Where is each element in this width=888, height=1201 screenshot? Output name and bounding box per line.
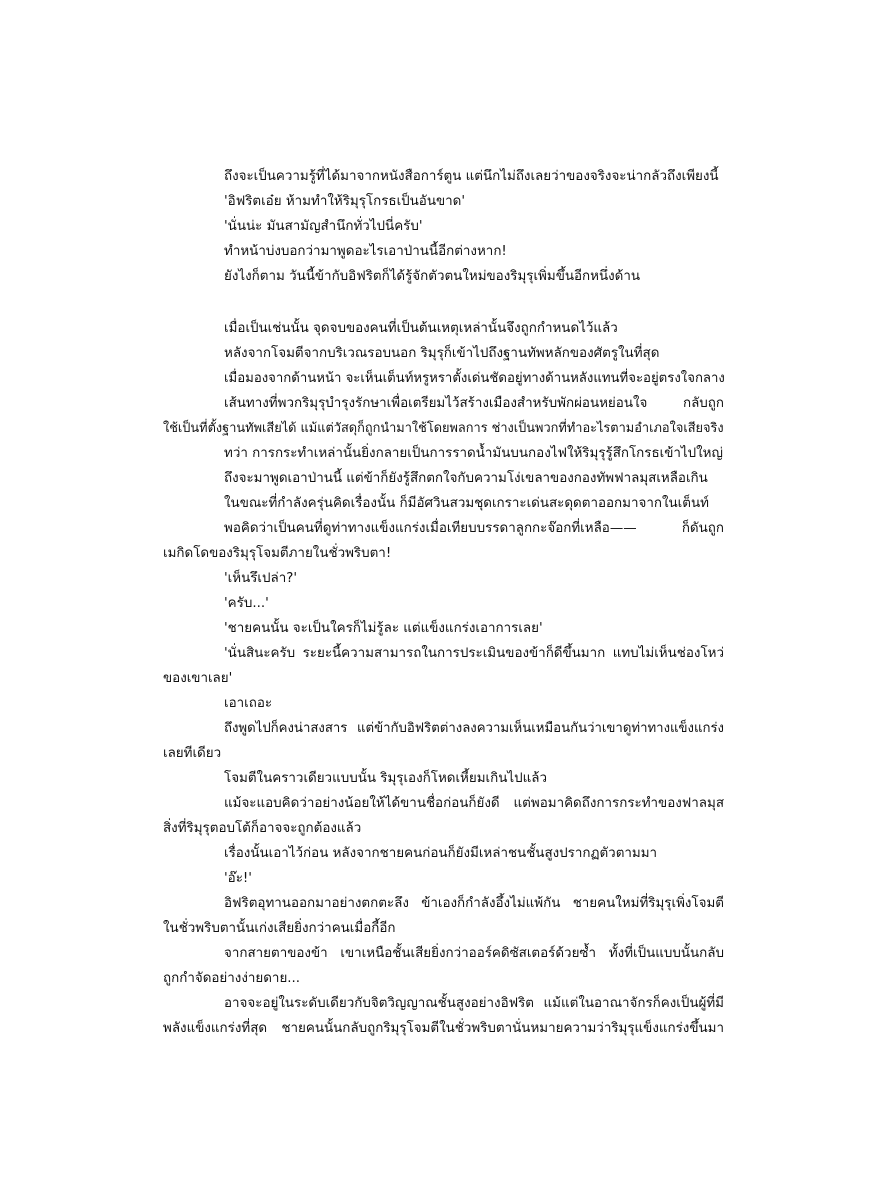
text-line: ถูกกำจัดอย่างง่ายดาย... bbox=[163, 971, 301, 986]
text-line: ถึงจะมาพูดเอาป่านนี้ แต่ข้าก็ยังรู้สึกตกใจกับความโง่เขลาของกองทัพฟาลมุสเหลือเกิน bbox=[224, 471, 708, 486]
text-line: 'นั่นน่ะ มันสามัญสำนึกทั่วไปนี่ครับ' bbox=[224, 219, 423, 234]
text-line: จากสายตาของข้า เขาเหนือชั้นเสียยิ่งกว่าออร์คดิซัสเตอร์ด้วยซ้ำ ทั้งที่เป็นแบบนั้นกลับ bbox=[224, 946, 724, 961]
text-line: ในขณะที่กำลังครุ่นคิดเรื่องนั้น ก็มีอัศวินสวมชุดเกราะเด่นสะดุดตาออกมาจากในเต็นท์ bbox=[224, 496, 709, 511]
text-line: เอาเถอะ bbox=[224, 696, 273, 711]
text-line: เลยทีเดียว bbox=[163, 746, 222, 761]
text-line: เส้นทางที่พวกริมุรุบำรุงรักษาเพื่อเตรียมไว้สร้างเมืองสำหรับพักผ่อนหย่อนใจ กลับถูก bbox=[224, 396, 724, 411]
text-line: เมกิดโดของริมุรุโจมตีภายในชั่วพริบตา! bbox=[163, 546, 392, 561]
text-line: แม้จะแอบคิดว่าอย่างน้อยให้ได้ขานชื่อก่อนก็ยังดี แต่พอมาคิดถึงการกระทำของฟาลมุส bbox=[224, 796, 724, 811]
text-line: ทว่า การกระทำเหล่านั้นยิ่งกลายเป็นการราดน้ำมันบนกองไฟให้ริมุรุรู้สึกโกรธเข้าไปใหญ่ bbox=[224, 446, 723, 461]
text-line: อาจจะอยู่ในระดับเดียวกับจิตวิญญาณชั้นสูงอย่างอิฟริต แม้แต่ในอาณาจักรก็คงเป็นผู้ที่มี bbox=[224, 996, 724, 1011]
text-line: สิ่งที่ริมุรุตอบโต้ก็อาจจะถูกต้องแล้ว bbox=[163, 821, 362, 836]
text-line: ของเขาเลย' bbox=[163, 671, 233, 686]
text-line: ถึงจะเป็นความรู้ที่ได้มาจากหนังสือการ์ตูน แต่นึกไม่ถึงเลยว่าของจริงจะน่ากลัวถึงเพียงนี้ bbox=[224, 169, 719, 184]
text-line: เมื่อมองจากด้านหน้า จะเห็นเต็นท์หรูหราตั้งเด่นชัดอยู่ทางด้านหลังแทนที่จะอยู่ตรงใจกลาง bbox=[224, 371, 725, 386]
text-line: พอคิดว่าเป็นคนที่ดูท่าทางแข็งแกร่งเมื่อเทียบบรรดาลูกกะจ๊อกที่เหลือ—— ก็ดันถูก bbox=[224, 521, 724, 536]
text-line: ทำหน้าบ่งบอกว่ามาพูดอะไรเอาป่านนี้อีกต่างหาก! bbox=[224, 244, 507, 259]
text-line: ยังไงก็ตาม วันนี้ข้ากับอิฟริตก็ได้รู้จักตัวตนใหม่ของริมุรุเพิ่มขึ้นอีกหนึ่งด้าน bbox=[224, 269, 641, 284]
text-line: 'ครับ...' bbox=[224, 596, 269, 611]
text-line: หลังจากโจมตีจากบริเวณรอบนอก ริมุรุก็เข้าไปถึงฐานทัพหลักของศัตรูในที่สุด bbox=[224, 346, 660, 361]
text-line: 'เห็นรึเปล่า?' bbox=[224, 571, 298, 586]
text-line: 'อ๊ะ!' bbox=[224, 871, 252, 886]
text-line: เรื่องนั้นเอาไว้ก่อน หลังจากชายคนก่อนก็ยังมีเหล่าชนชั้นสูงปรากฏตัวตามมา bbox=[224, 846, 658, 861]
text-line: เมื่อเป็นเช่นนั้น จุดจบของคนที่เป็นต้นเหตุเหล่านั้นจึงถูกกำหนดไว้แล้ว bbox=[224, 321, 618, 336]
text-line: 'อิฟริตเอ๋ย ห้ามทำให้ริมุรุโกรธเป็นอันขาด' bbox=[224, 194, 466, 209]
text-line: 'ชายคนนั้น จะเป็นใครก็ไม่รู้ละ แต่แข็งแกร่งเอาการเลย' bbox=[224, 621, 543, 636]
text-line: 'นั่นสินะครับ ระยะนี้ความสามารถในการประเมินของข้าก็ดีขึ้นมาก แทบไม่เห็นช่องโหว่ bbox=[224, 646, 724, 661]
text-line: ในชั่วพริบตานั้นเก่งเสียยิ่งกว่าคนเมื่อกี้อีก bbox=[163, 921, 396, 936]
text-line: ใช้เป็นที่ตั้งฐานทัพเสียได้ แม้แต่วัสดุก็ถูกนำมาใช้โดยพลการ ช่างเป็นพวกที่ทำอะไรตามอำเภอใจเสียจริง bbox=[163, 421, 724, 436]
text-line: ถึงพูดไปก็คงน่าสงสาร แต่ข้ากับอิฟริตต่างลงความเห็นเหมือนกันว่าเขาดูท่าทางแข็งแกร่ง bbox=[224, 721, 724, 736]
text-line: อิฟริตอุทานออกมาอย่างตกตะลึง ข้าเองก็กำลังอึ้งไม่แพ้กัน ชายคนใหม่ที่ริมุรุเพิ่งโจมตี bbox=[224, 896, 724, 911]
text-line: โจมตีในคราวเดียวแบบนั้น ริมุรุเองก็โหดเหี้ยมเกินไปแล้ว bbox=[224, 771, 547, 786]
text-line: พลังแข็งแกร่งที่สุด ชายคนนั้นกลับถูกริมุรุโจมตีในชั่วพริบตานั่นหมายความว่าริมุรุแข็งแกร่งขึ้นมา bbox=[163, 1021, 724, 1036]
